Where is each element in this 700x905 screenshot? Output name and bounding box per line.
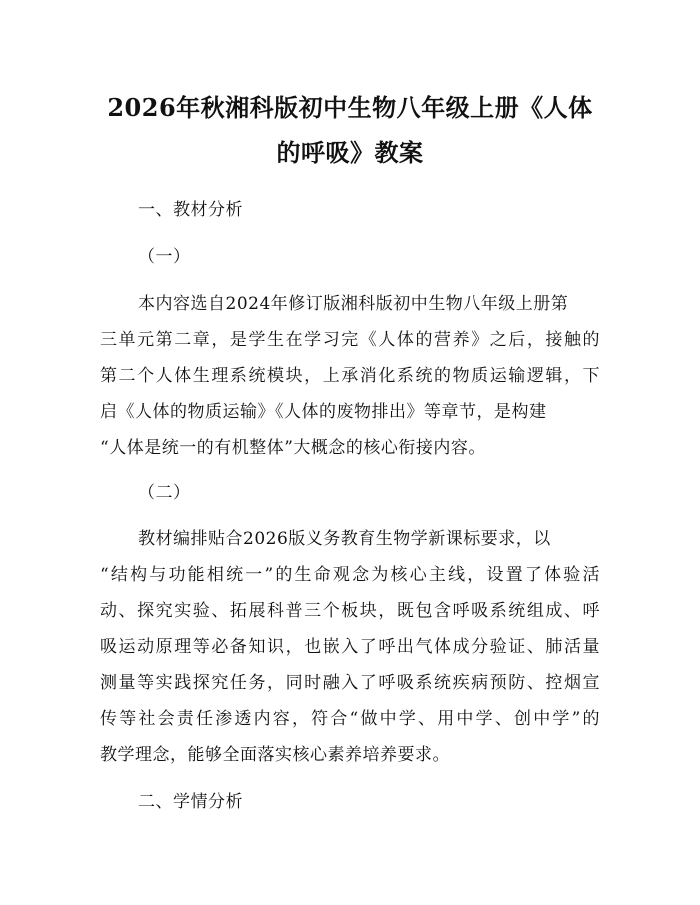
- subsection-label-2: （二）: [138, 483, 191, 503]
- paragraph-1-line-2: 三单元第二章，是学生在学习完《人体的营养》之后，接触的: [100, 330, 600, 350]
- paragraph-1-line-5: “人体是统一的有机整体”大概念的核心衔接内容。: [100, 438, 486, 458]
- paragraph-1-line-4: 启《人体的物质运输》《人体的废物排出》等章节，是构建: [100, 402, 547, 422]
- paragraph-2-line-2: “结构与功能相统一”的生命观念为核心主线，设置了体验活: [100, 565, 600, 585]
- paragraph-2-line-4: 吸运动原理等必备知识，也嵌入了呼出气体成分验证、肺活量: [100, 637, 600, 657]
- paragraph-2-line-7: 教学理念，能够全面落实核心素养培养要求。: [100, 745, 450, 765]
- document-title-line-1: 2026年秋湘科版初中生物八年级上册《人体: [107, 93, 593, 122]
- section-heading-student-analysis: 二、学情分析: [138, 792, 243, 812]
- paragraph-2-line-5: 测量等实践探究任务，同时融入了呼吸系统疾病预防、控烟宣: [100, 673, 600, 693]
- paragraph-2-line-1: 教材编排贴合2026版义务教育生物学新课标要求，以: [138, 529, 551, 549]
- document-title-line-2: 的呼吸》教案: [276, 138, 424, 167]
- paragraph-2-line-3: 动、探究实验、拓展科普三个板块，既包含呼吸系统组成、呼: [100, 601, 600, 621]
- paragraph-1-line-3: 第二个人体生理系统模块，上承消化系统的物质运输逻辑，下: [100, 366, 600, 386]
- section-heading-textbook-analysis: 一、教材分析: [138, 200, 243, 220]
- paragraph-1-line-1: 本内容选自2024年修订版湘科版初中生物八年级上册第: [138, 294, 569, 314]
- subsection-label-1: （一）: [138, 247, 191, 267]
- paragraph-2-line-6: 传等社会责任渗透内容，符合“做中学、用中学、创中学”的: [100, 709, 600, 729]
